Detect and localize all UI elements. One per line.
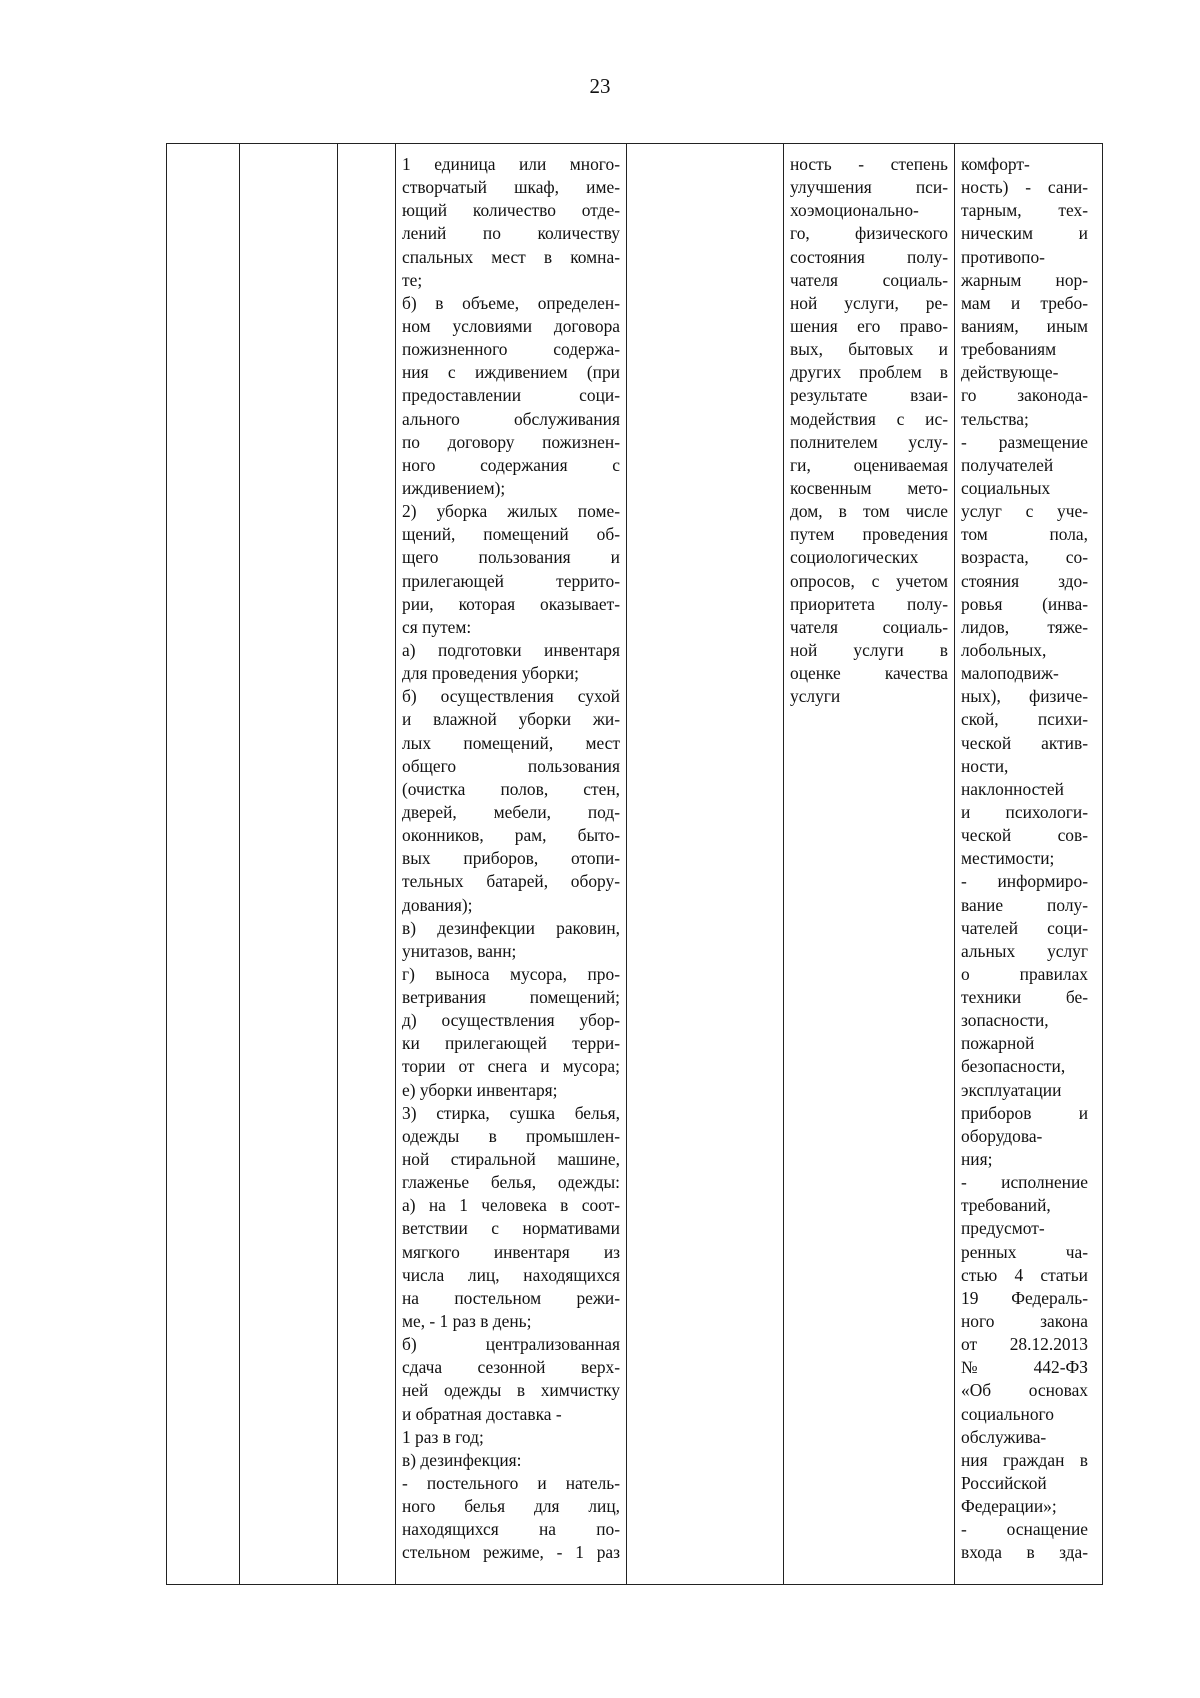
text-line: ность - степень: [790, 154, 948, 174]
text-line: от 28.12.2013: [961, 1334, 1088, 1355]
text-line: и психологи-: [961, 801, 1088, 822]
text-line: а) на 1 человека в соот-: [402, 1195, 620, 1216]
text-line: возраста, со-: [961, 547, 1088, 568]
text-line: ных), физиче-: [961, 686, 1088, 707]
text-line: эксплуатации: [961, 1079, 1062, 1100]
text-line: опросов, с учетом: [790, 570, 948, 591]
text-line: Федерации»;: [961, 1496, 1057, 1517]
text-line: социальных: [961, 477, 1051, 498]
text-line: наклонностей: [961, 778, 1064, 799]
text-line: обслужива-: [961, 1426, 1047, 1447]
text-line: ки прилегающей терри-: [402, 1033, 620, 1054]
text-line: го, физического: [790, 223, 948, 244]
text-line: приоритета полу-: [790, 593, 948, 614]
text-line: ветствии с нормативами: [402, 1218, 620, 1239]
page-number: 23: [589, 74, 611, 98]
text-line: ней одежды в химчистку: [402, 1380, 620, 1401]
text-line: лых помещений, мест: [402, 732, 620, 753]
text-line: Российской: [961, 1473, 1047, 1494]
column-divider-2: [337, 144, 338, 1584]
text-line: противопо-: [961, 246, 1045, 267]
text-line: местимости;: [961, 848, 1055, 869]
text-line: лобольных,: [961, 639, 1047, 660]
text-line: ного белья для лиц,: [402, 1496, 620, 1517]
text-line: состояния полу-: [790, 246, 948, 267]
text-line: г) выноса мусора, про-: [402, 963, 620, 984]
text-line: дом, в том числе: [790, 501, 948, 522]
text-line: ном условиями договора: [402, 315, 620, 336]
text-line: чателя социаль-: [790, 616, 948, 637]
text-line: д) осуществления убор-: [402, 1010, 620, 1031]
text-line: получателей: [961, 454, 1054, 475]
text-line: ность) - сани-: [961, 177, 1088, 198]
text-line: ния с иждивением (при: [402, 362, 620, 383]
text-line: шения его право-: [790, 315, 948, 336]
text-line: стояния здо-: [961, 570, 1088, 591]
text-line: комфорт-: [961, 154, 1030, 174]
text-line: одежды в промышлен-: [402, 1125, 620, 1146]
text-line: ной стиральной машине,: [402, 1149, 620, 1170]
text-line: 3) стирка, сушка белья,: [402, 1102, 620, 1123]
text-line: социального: [961, 1403, 1054, 1424]
text-line: ническим и: [961, 223, 1088, 244]
text-line: предоставлении соци-: [402, 385, 620, 406]
text-line: ной услуги, ре-: [790, 292, 948, 313]
text-line: тельства;: [961, 408, 1029, 429]
text-line: - информиро-: [961, 871, 1088, 892]
text-line: на постельном режи-: [402, 1287, 620, 1308]
text-line: 19 Федераль-: [961, 1287, 1088, 1308]
text-line: чателя социаль-: [790, 269, 948, 290]
text-line: требованиям: [961, 339, 1057, 360]
text-line: в) дезинфекция:: [402, 1449, 522, 1470]
column-divider-1: [239, 144, 240, 1584]
text-line: № 442-ФЗ: [961, 1357, 1088, 1378]
text-line: створчатый шкаф, име-: [402, 177, 620, 198]
text-line: пожарной: [961, 1033, 1035, 1054]
text-line: вание полу-: [961, 894, 1088, 915]
text-line: общего пользования: [402, 755, 620, 776]
text-line: услуги: [790, 686, 841, 707]
text-line: оборудова-: [961, 1125, 1043, 1146]
text-line: вых, бытовых и: [790, 339, 948, 360]
text-line: б) в объеме, определен-: [402, 292, 620, 313]
text-line: дования);: [402, 894, 473, 915]
text-line: малоподвиж-: [961, 663, 1059, 684]
services-table: [166, 143, 1103, 1585]
text-line: - исполнение: [961, 1172, 1088, 1193]
text-line: ся путем:: [402, 616, 472, 637]
text-line: а) подготовки инвентаря: [402, 639, 620, 660]
text-line: по договору пожизнен-: [402, 431, 620, 452]
text-line: мам и требо-: [961, 292, 1088, 313]
text-line: результате взаи-: [790, 385, 948, 406]
text-line: социологических: [790, 547, 919, 568]
text-line: ровья (инва-: [961, 593, 1088, 614]
column-divider-3: [395, 144, 396, 1584]
text-line: альных услуг: [961, 940, 1088, 961]
text-line: го законода-: [961, 385, 1088, 406]
column-divider-5: [783, 144, 784, 1584]
text-line: вых приборов, отопи-: [402, 848, 620, 869]
text-line: 1 раз в год;: [402, 1426, 484, 1447]
text-line: «Об основах: [961, 1380, 1088, 1401]
text-line: глаженье белья, одежды:: [402, 1172, 620, 1193]
column-divider-6: [954, 144, 955, 1584]
text-line: ваниям, иным: [961, 315, 1088, 336]
text-line: ния;: [961, 1149, 993, 1170]
text-line: других проблем в: [790, 362, 948, 383]
text-line: щего пользования и: [402, 547, 620, 568]
text-line: ной услуги в: [790, 639, 948, 660]
text-line: и влажной уборки жи-: [402, 709, 620, 730]
column-divider-4: [626, 144, 627, 1584]
text-line: косвенным мето-: [790, 477, 948, 498]
text-line: оценке качества: [790, 663, 948, 684]
text-line: входа в зда-: [961, 1542, 1088, 1563]
table-cell-service-content: [402, 153, 620, 1565]
table-cell-effectiveness: [790, 153, 948, 708]
text-line: жарным нор-: [961, 269, 1088, 290]
text-line: 1 единица или много-: [402, 154, 620, 174]
text-line: сдача сезонной верх-: [402, 1357, 620, 1378]
text-line: в) дезинфекции раковин,: [402, 917, 620, 938]
text-line: щений, помещений об-: [402, 524, 620, 545]
text-line: ющий количество отде-: [402, 200, 620, 221]
text-line: безопасности,: [961, 1056, 1066, 1077]
text-line: ме, - 1 раз в день;: [402, 1311, 532, 1332]
text-line: ветривания помещений;: [402, 987, 620, 1008]
text-line: полнителем услу-: [790, 431, 948, 452]
text-line: тарным, тех-: [961, 200, 1088, 221]
text-line: и обратная доставка -: [402, 1403, 562, 1424]
text-line: рии, которая оказывает-: [402, 593, 620, 614]
text-line: приборов и: [961, 1102, 1088, 1123]
text-line: стью 4 статьи: [961, 1264, 1088, 1285]
text-line: чателей соци-: [961, 917, 1088, 938]
text-line: о правилах: [961, 963, 1088, 984]
text-line: пожизненного содержа-: [402, 339, 620, 360]
text-line: (очистка полов, стен,: [402, 778, 620, 799]
text-line: ренных ча-: [961, 1241, 1088, 1262]
text-line: - постельного и натель-: [402, 1473, 620, 1494]
text-line: путем проведения: [790, 524, 948, 545]
text-line: - размещение: [961, 431, 1088, 452]
text-line: ской, психи-: [961, 709, 1088, 730]
text-line: услуг с уче-: [961, 501, 1088, 522]
text-line: улучшения пси-: [790, 177, 948, 198]
text-line: лений по количеству: [402, 223, 620, 244]
text-line: мягкого инвентаря из: [402, 1241, 620, 1262]
text-line: зопасности,: [961, 1010, 1049, 1031]
text-line: хоэмоционально-: [790, 200, 919, 221]
text-line: ности,: [961, 755, 1009, 776]
text-line: лидов, тяже-: [961, 616, 1088, 637]
text-line: стельном режиме, - 1 раз: [402, 1542, 620, 1563]
text-line: ального обслуживания: [402, 408, 620, 429]
text-line: том пола,: [961, 524, 1088, 545]
text-line: 2) уборка жилых поме-: [402, 501, 620, 522]
text-line: тельных батарей, обору-: [402, 871, 620, 892]
text-line: для проведения уборки;: [402, 663, 579, 684]
text-line: б) централизованная: [402, 1334, 620, 1355]
text-line: находящихся на по-: [402, 1519, 620, 1540]
text-line: е) уборки инвентаря;: [402, 1079, 558, 1100]
text-line: ния граждан в: [961, 1449, 1088, 1470]
text-line: ного закона: [961, 1311, 1088, 1332]
text-line: модействия с ис-: [790, 408, 948, 429]
text-line: б) осуществления сухой: [402, 686, 620, 707]
text-line: - оснащение: [961, 1519, 1088, 1540]
text-line: прилегающей террито-: [402, 570, 620, 591]
text-line: ги, оцениваемая: [790, 454, 948, 475]
text-line: унитазов, ванн;: [402, 940, 517, 961]
text-line: техники бе-: [961, 987, 1088, 1008]
text-line: действующе-: [961, 362, 1059, 383]
text-line: те;: [402, 269, 423, 290]
text-line: иждивением);: [402, 477, 506, 498]
text-line: тории от снега и мусора;: [402, 1056, 620, 1077]
text-line: оконников, рам, быто-: [402, 825, 620, 846]
text-line: ческой сов-: [961, 825, 1088, 846]
text-line: ческой актив-: [961, 732, 1088, 753]
text-line: дверей, мебели, под-: [402, 801, 620, 822]
text-line: предусмот-: [961, 1218, 1045, 1239]
text-line: ного содержания с: [402, 454, 620, 475]
text-line: требований,: [961, 1195, 1051, 1216]
text-line: спальных мест в комна-: [402, 246, 620, 267]
table-cell-quality-conditions: [961, 153, 1088, 1565]
text-line: числа лиц, находящихся: [402, 1264, 620, 1285]
